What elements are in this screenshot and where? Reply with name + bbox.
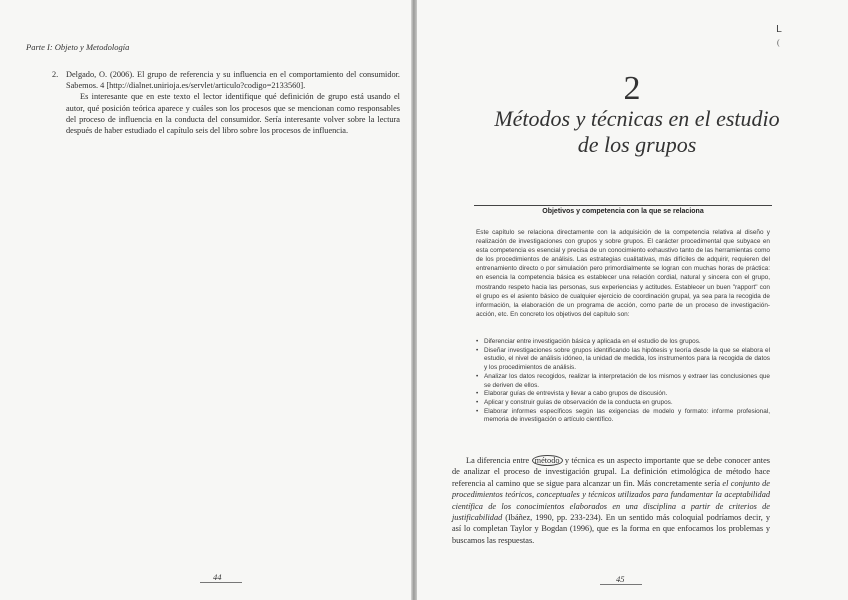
chapter-title-line2: de los grupos: [577, 132, 697, 157]
running-head: Parte I: Objeto y Metodología: [26, 42, 130, 52]
reference-citation: Delgado, O. (2006). El grupo de referencia y su influencia en el comportamiento del consumidor. Sabemos. 4 [http://dialnet.unirioja.es/servlet/articulo?codigo=2133560].: [66, 70, 400, 91]
body-paragraph: [452, 455, 770, 546]
page-number-rule: [600, 584, 642, 585]
list-item: • Aplicar y construir guías de observación de la conducta en grupos.: [476, 399, 770, 408]
circled-word: método: [532, 455, 563, 466]
box-top-rule: [474, 205, 772, 206]
page-number-left: 44: [213, 572, 222, 582]
body-text-part2: y técnica es un aspecto importante que se debe conocer antes de analizar el proceso de investigación grupal. La definición etimológica de método hace referencia al camino que se sigue para alcanzar un fin. Más concretamente sería: [452, 456, 771, 488]
corner-mark-secondary: (: [777, 38, 780, 47]
body-text-part3: (Ibáñez, 1990, pp. 233-234). En un sentido más coloquial podríamos decir, y así lo completan Taylor y Bogdan (1996), que es la forma en que enfocamos los problemas y buscamos las respuestas.: [452, 513, 771, 545]
reference-entry: [52, 69, 400, 136]
list-item: • Elaborar guías de entrevista y llevar a cabo grupos de discusión.: [476, 390, 770, 399]
chapter-title: [472, 106, 802, 158]
list-item: • Diferenciar entre investigación básica y aplicada en el estudio de los grupos.: [476, 338, 770, 347]
body-text-italic: el conjunto de procedimientos teóricos, conceptuales y técnicos utilizados para fundamentar la aceptabilidad científica de los conocimientos elaborados en una disciplina a partir de criterios de justificabilidad: [452, 478, 770, 523]
list-item: • Elaborar informes específicos según las exigencias de modelo y formato: informe profesional, memoria de investigación o artículo científico.: [476, 408, 770, 425]
objectives-paragraph: Este capítulo se relaciona directamente con la adquisición de la competencia relativa al diseño y realización de investigaciones con grupos y sobre grupos. El carácter procedimental que subyace en esta competencia es esencial y precisa de un conocimiento exhaustivo tanto de las herramientas como de los procedimientos de análisis. Las estrategias cualitativas, más difíciles de adquirir, requieren del entrenamiento directo o por simulación pero primordialmente se logran con muchas horas de práctica: en esencia la competencia básica es establecer una relación cordial, natural y sincera con el grupo, mostrando respeto hacia las personas, sus experiencias y actitudes. Establecer un buen "rapport" con el grupo es el asiento básico de cualquier ejercicio de coordinación grupal, ya sea para la recogida de información, la elaboración de un programa de acción, como parte de un proceso de investigación-acción, etc. En concreto los objetivos del capítulo son:: [476, 229, 770, 318]
chapter-title-line1: Métodos y técnicas en el estudio: [494, 106, 780, 131]
list-item: • Diseñar investigaciones sobre grupos identificando las hipótesis y teoría desde la que se elabora el estudio, el nivel de análisis idóneo, la unidad de medida, los instrumentos para la recogida de datos y los procedimientos de análisis.: [476, 347, 770, 373]
reference-note: Es interesante que en este texto el lector identifique qué definición de grupo está usando el autor, qué posición teórica aparece y cuáles son los procesos que se mencionan como responsables del proceso de influencia en la conducta del consumidor. Sería interesante volver sobre la lectura después de haber estudiado el capítulo seis del libro sobre los procesos de influencia.: [66, 92, 400, 136]
page-number-right: 45: [616, 574, 625, 584]
body-text-part1: La diferencia entre: [466, 456, 530, 465]
reference-number: 2.: [52, 70, 59, 79]
chapter-number: 2: [623, 70, 641, 107]
list-item: • Analizar los datos recogidos, realizar la interpretación de los mismos y extraer las conclusiones que se deriven de ellos.: [476, 373, 770, 390]
objectives-heading: Objetivos y competencia con la que se relaciona: [542, 208, 704, 215]
corner-mark: L: [776, 24, 782, 35]
page-number-rule: [200, 582, 242, 583]
objectives-list: [476, 338, 770, 425]
